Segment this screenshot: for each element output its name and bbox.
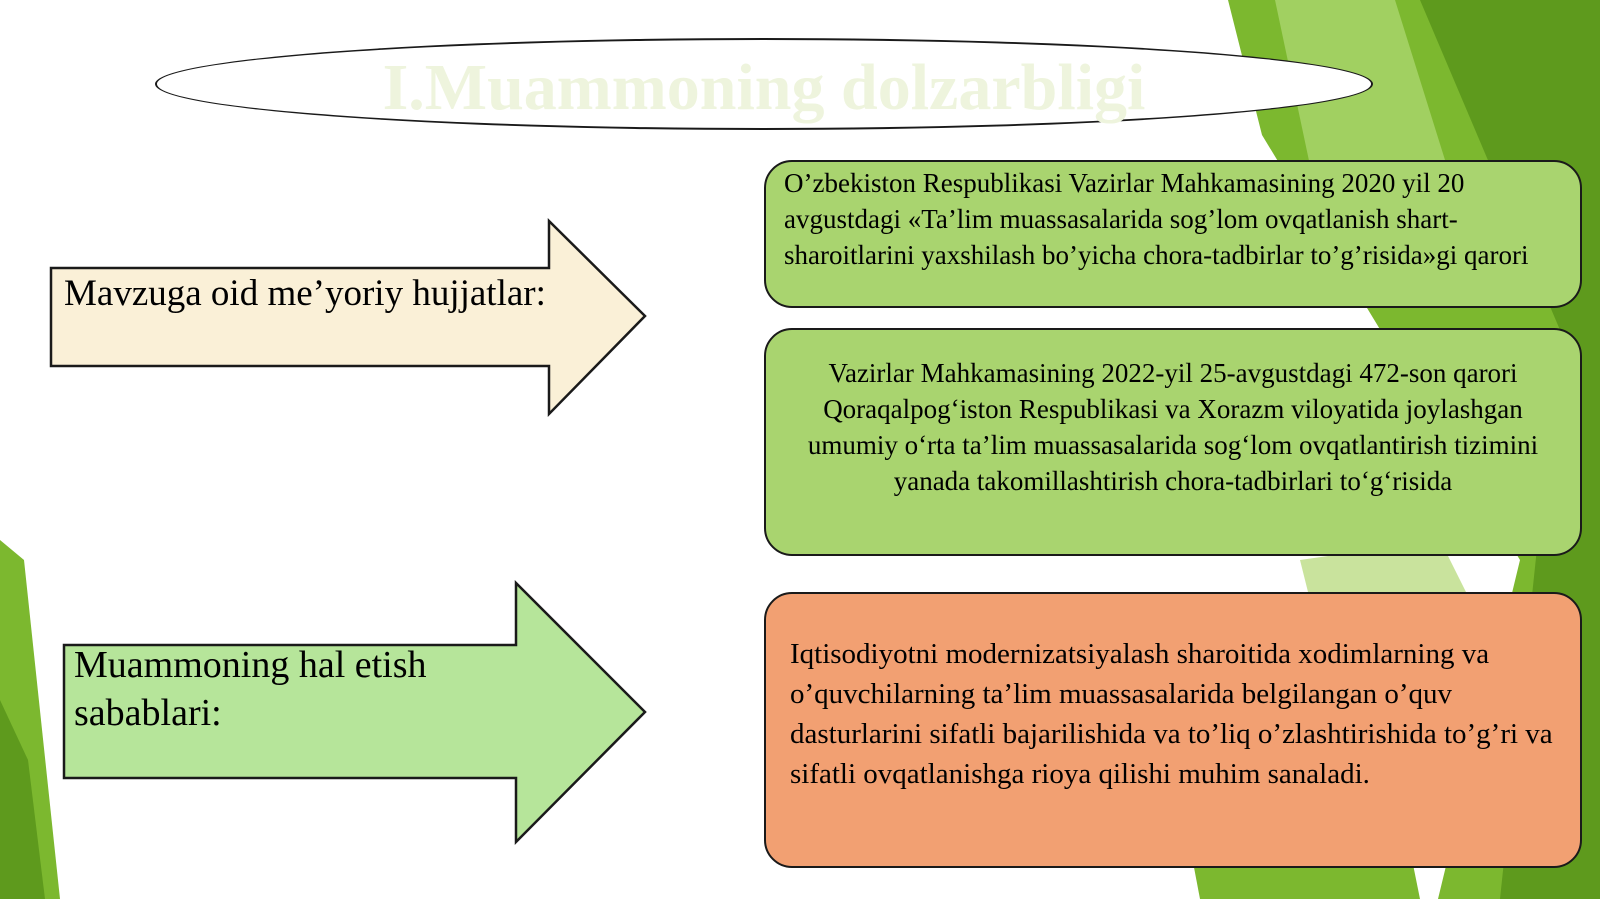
reasons-box: Iqtisodiyotni modernizatsiyalash sharoitida xodimlarning va o’quvchilarning ta’lim muassasalarida belgilangan o’quv dasturlarini sifatli bajarilishida va to’liq o’zlashtirishida to’g’ri va sifatli ovqatlanishga rioya qilishi muhim sanaladi. [764, 592, 1582, 868]
decree-2020-box: O’zbekiston Respublikasi Vazirlar Mahkamasining 2020 yil 20 avgustdagi «Ta’lim muassasalarida sog’lom ovqatlanish shart-sharoitlarini yaxshilash bo’yicha chora-tadbirlar to’g’risida»gi qarori [764, 160, 1582, 308]
arrow-label-documents: Mavzuga oid me’yoriy hujjatlar: [64, 273, 546, 314]
arrow-body [51, 221, 645, 414]
title-oval [155, 38, 1373, 130]
slide-title: I.Muammoning dolzarbligi [382, 51, 1146, 124]
arrow-shape-documents [48, 218, 648, 420]
decree-2022-box: Vazirlar Mahkamasining 2022-yil 25-avgustdagi 472-son qarori Qoraqalpog‘iston Respublikasi va Xorazm viloyatida joylashgan umumiy o‘rta ta’lim muassasalarida sog‘lom ovqatlantirish tizimini yanada takomillashtirish chora-tadbirlari to‘g‘risida [764, 328, 1582, 556]
arrow-label-reasons: Muammoning hal etish sabablari: [74, 644, 427, 734]
